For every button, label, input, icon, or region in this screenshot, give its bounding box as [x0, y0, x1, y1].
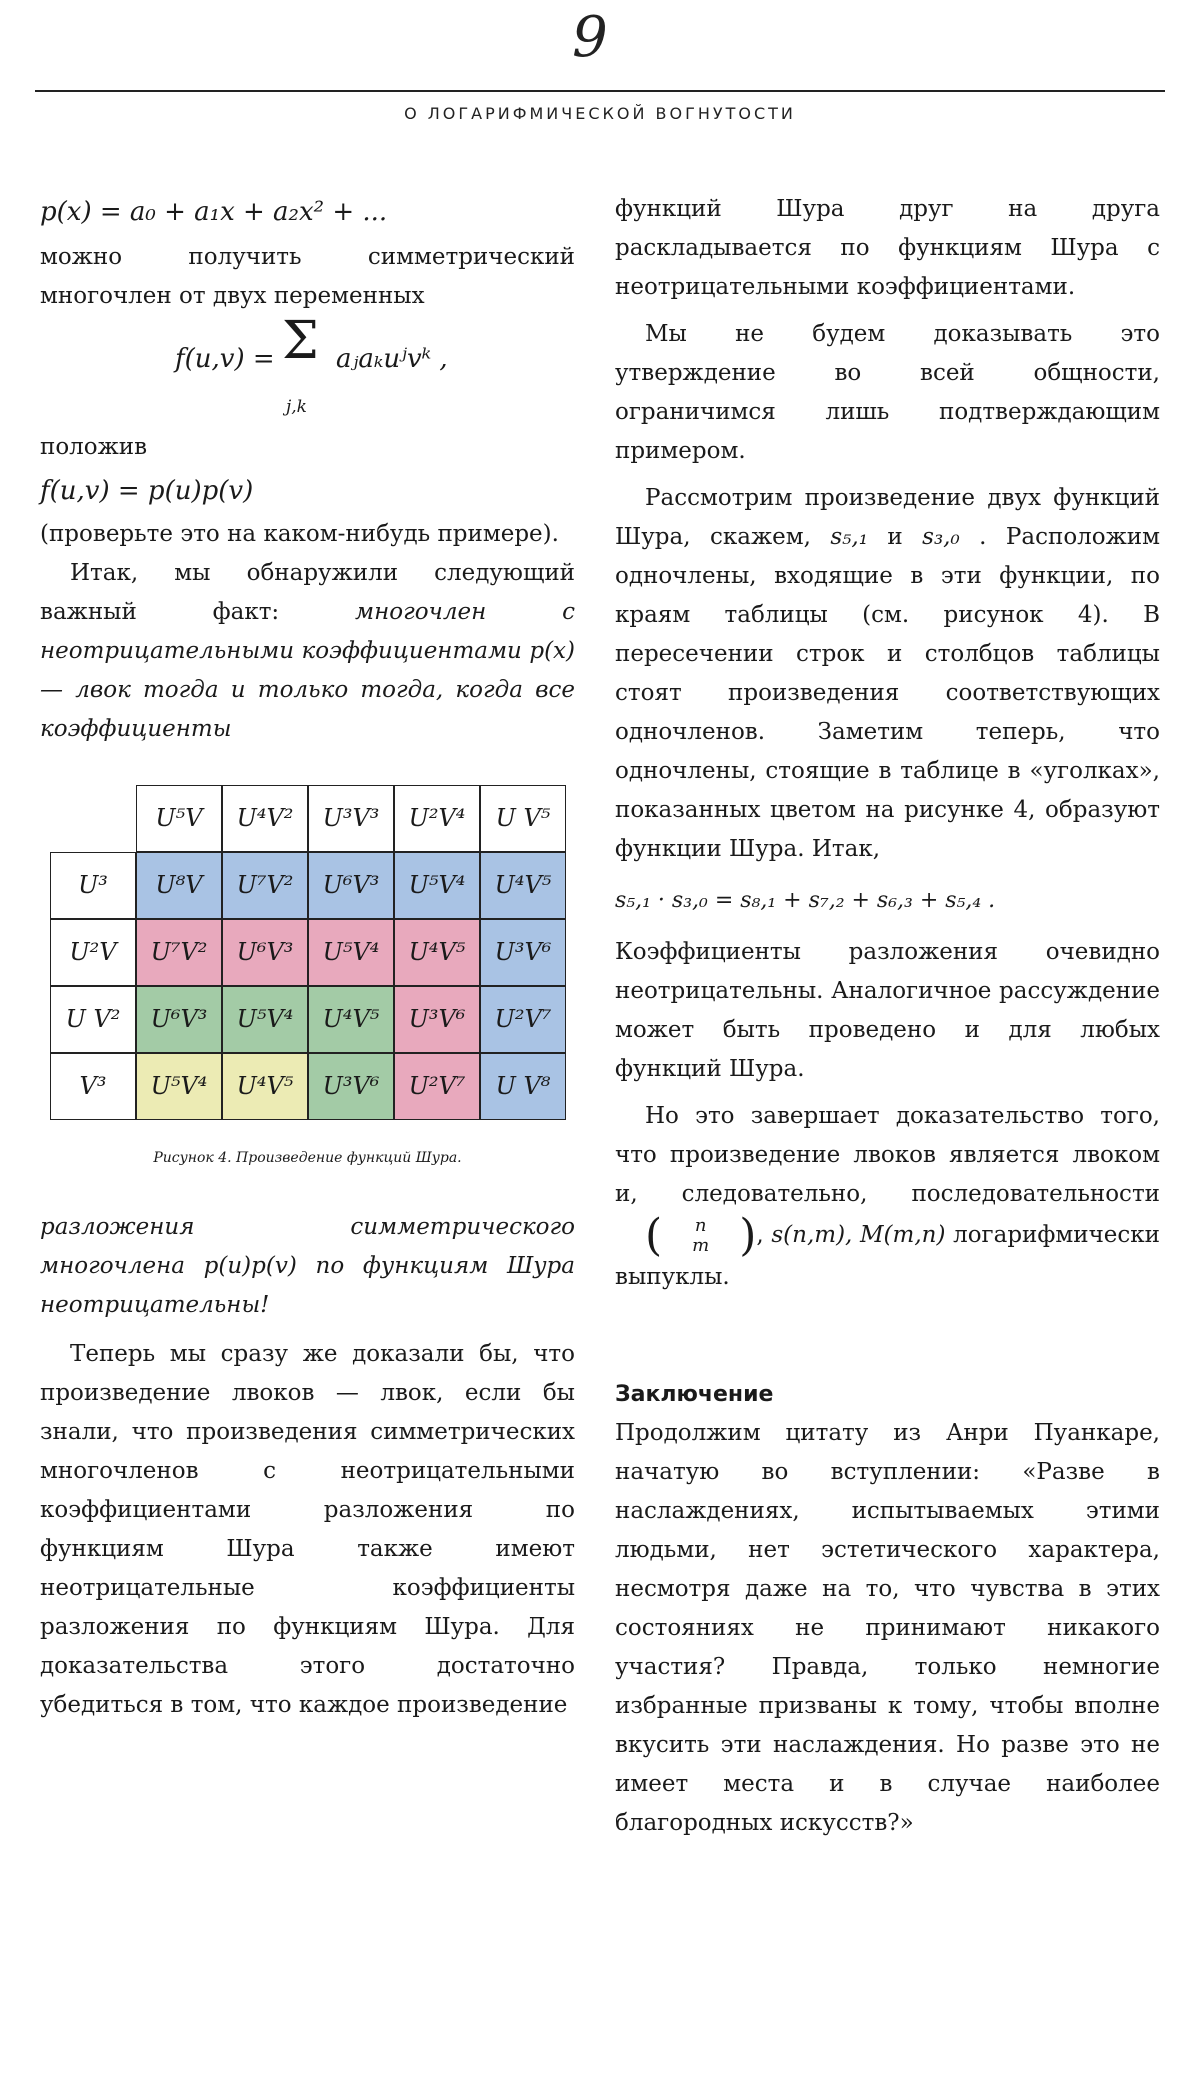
- paragraph-text: Но это завершает доказательство того, что произведение лвоков является лвоком и, следовательно, последовательности: [615, 1103, 1160, 1207]
- table-cell: U⁴V⁵: [308, 986, 394, 1053]
- table-cell: U⁵V⁴: [136, 1053, 222, 1120]
- table-cell: U⁵V⁴: [308, 919, 394, 986]
- formula-schur-product: s₅,₁ · s₃,₀ = s₈,₁ + s₇,₂ + s₆,₃ + s₅,₄ .: [615, 888, 996, 913]
- table-cell: U⁸V: [136, 852, 222, 919]
- paragraph: Продолжим цитату из Анри Пуанкаре, начатую во вступлении: «Разве в наслаждениях, испытываемых этими людьми, нет эстетического характера, несмотря даже на то, что чувства в этих состояниях не принимают никакого участия? Правда, только немногие избранные призваны к тому, чтобы вполне вкусить эти наслаждения. Но разве это не имеет места и в случае наиболее благородных искусств?»: [615, 1420, 1160, 1836]
- figure-caption: Рисунок 4. Произведение функций Шура.: [153, 1150, 462, 1166]
- column-header: U³V³: [308, 785, 394, 852]
- schur-s30: s₃,₀: [922, 524, 960, 550]
- column-header: U²V⁴: [394, 785, 480, 852]
- table-cell: U⁴V⁵: [394, 919, 480, 986]
- sigma-symbol: Σ: [282, 311, 319, 371]
- paragraph: Коэффициенты разложения очевидно неотрицательны. Аналогичное рассуждение может быть проведено и для любых функций Шура.: [615, 939, 1160, 1082]
- table-cell: U³V⁶: [394, 986, 480, 1053]
- binom-top: n: [694, 1215, 707, 1236]
- table-cell: U⁵V⁴: [394, 852, 480, 919]
- paragraph-text: . Расположим одночлены, входящие в эти функции, по краям таблицы (см. рисунок 4). В пересечении строк и столбцов таблицы стоят произведения соответствующих одночленов. Заметим теперь, что одночлены, стоящие в таблице в «уголках», показанных цветом на рисунке 4, образуют функции Шура. Итак,: [615, 524, 1161, 862]
- row-header: U²V: [50, 919, 136, 986]
- table-cell: U⁴V⁵: [222, 1053, 308, 1120]
- schur-product-table: [50, 785, 570, 1125]
- row-header: V³: [50, 1053, 136, 1120]
- table-cell: U V⁸: [480, 1053, 566, 1120]
- paragraph: функций Шура друг на друга раскладывается по функциям Шура с неотрицательными коэффициентами.: [615, 196, 1160, 300]
- schur-s51: s₅,₁: [830, 524, 868, 550]
- emphasis-paragraph: разложения симметрического многочлена p(u)p(v) по функциям Шура неотрицательны!: [40, 1214, 575, 1318]
- table-cell: U⁶V³: [136, 986, 222, 1053]
- page-number: 9: [572, 5, 608, 70]
- paragraph: Теперь мы сразу же доказали бы, что произведение лвоков — лвок, если бы знали, что произведения симметрических многочленов с неотрицательными коэффициентами разложения по функциям Шура также имеют неотрицательные коэффициенты разложения по функциям Шура. Для доказательства этого достаточно убедиться в том, что каждое произведение: [40, 1341, 575, 1718]
- column-header: U V⁵: [480, 785, 566, 852]
- paragraph: можно получить симметрический многочлен от двух переменных: [40, 244, 575, 309]
- formula-sum-right: aⱼaₖuʲvᵏ ,: [336, 344, 448, 374]
- table-cell: U³V⁶: [480, 919, 566, 986]
- paragraph: [615, 1097, 1160, 1297]
- binom-bottom: m: [692, 1235, 710, 1256]
- sum-subscript: j,k: [286, 397, 307, 417]
- paragraph: [615, 479, 1160, 869]
- comma: ,: [756, 1222, 764, 1248]
- paragraph: Мы не будем доказывать это утверждение во всей общности, ограничимся лишь подтверждающим примером.: [615, 321, 1160, 464]
- table-cell: U⁶V³: [308, 852, 394, 919]
- formula-f-uv: f(u,v) = p(u)p(v): [40, 476, 254, 506]
- table-cell: U⁷V²: [136, 919, 222, 986]
- conjunction: и: [867, 524, 923, 550]
- formula-sum-left: f(u,v) =: [175, 344, 275, 374]
- table-cell: U⁵V⁴: [222, 986, 308, 1053]
- paragraph: [40, 554, 575, 749]
- table-cell: U⁷V²: [222, 852, 308, 919]
- paragraph: положив: [40, 434, 148, 460]
- table-cell: U⁶V³: [222, 919, 308, 986]
- binomial-coefficient: ( n m ): [645, 1210, 757, 1261]
- emphasis-text: многочлен с неотрицательными коэффициентами p(x) — лвок тогда и только тогда, когда все коэффициенты: [40, 599, 575, 742]
- paragraph-text: Рассмотрим произведение двух функций Шура, скажем,: [615, 485, 1160, 550]
- table-cell: U²V⁷: [394, 1053, 480, 1120]
- right-column: [615, 190, 1160, 1843]
- formula-p-x: p(x) = a₀ + a₁x + a₂x² + ...: [40, 197, 388, 227]
- row-header: U V²: [50, 986, 136, 1053]
- table-cell: U⁴V⁵: [480, 852, 566, 919]
- paragraph: (проверьте это на каком-нибудь примере).: [40, 521, 559, 547]
- paragraph-text: Итак, мы обнаружили следующий важный факт:: [40, 560, 575, 625]
- left-column: [40, 190, 575, 1725]
- table-cell: U³V⁶: [308, 1053, 394, 1120]
- running-title: О ЛОГАРИФМИЧЕСКОЙ ВОГНУТОСТИ: [404, 104, 796, 123]
- sequences-s-m: s(n,m), M(m,n): [771, 1222, 946, 1248]
- paragraph-text: логарифмически выпуклы.: [615, 1222, 1160, 1290]
- formula-sum: [40, 311, 575, 428]
- table-cell: U²V⁷: [480, 986, 566, 1053]
- row-header: U³: [50, 852, 136, 919]
- column-header: U⁴V²: [222, 785, 308, 852]
- section-title: Заключение: [615, 1382, 774, 1407]
- column-header: U⁵V: [136, 785, 222, 852]
- header-rule: [35, 90, 1165, 92]
